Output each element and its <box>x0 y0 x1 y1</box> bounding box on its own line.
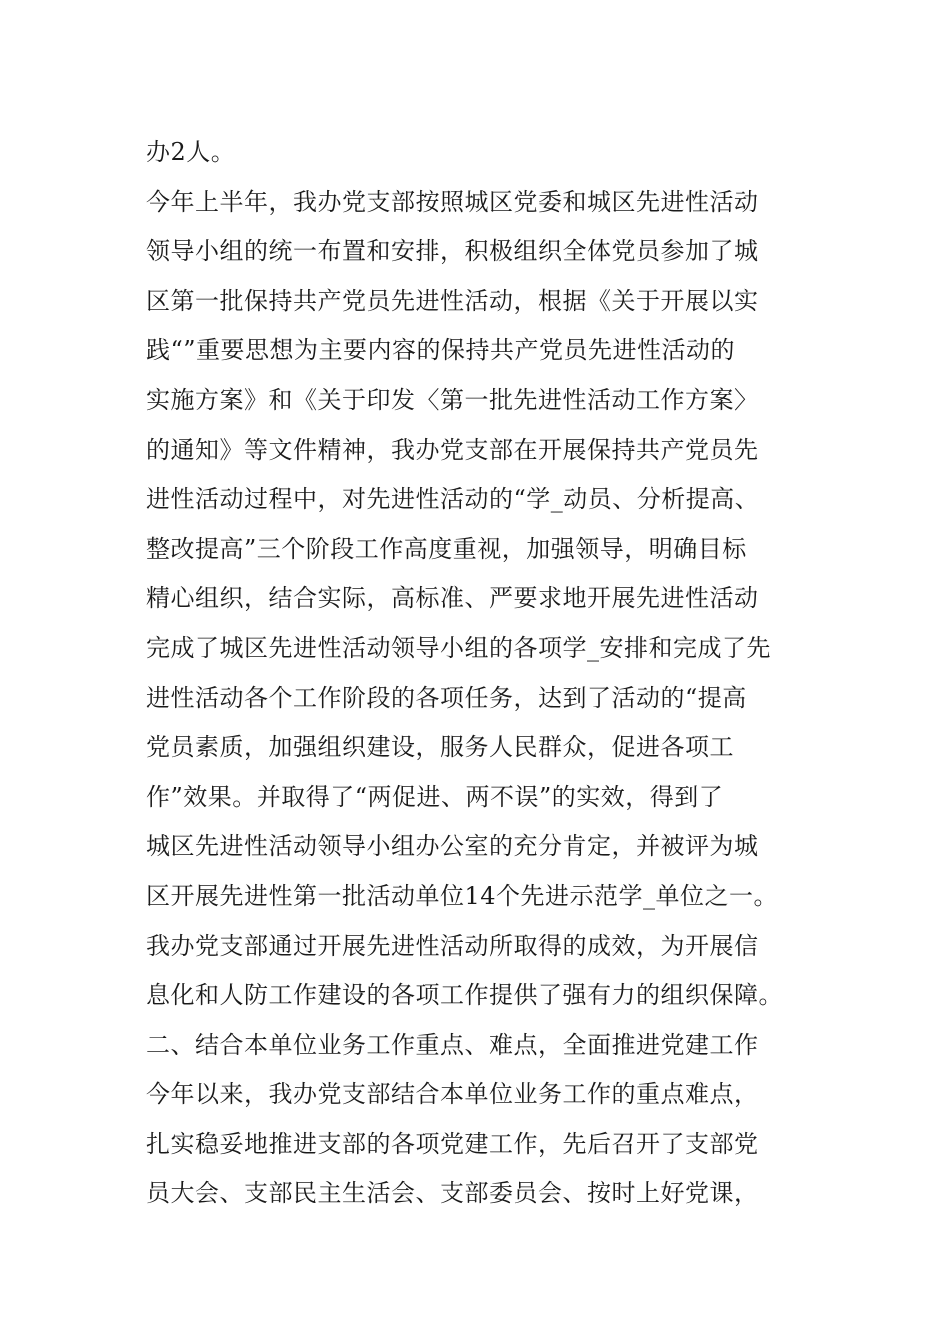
text-line: 领导小组的统一布置和安排，积极组织全体党员参加了城 <box>146 237 759 266</box>
text-line: 实施方案》和《关于印发〈第一批先进性活动工作方案〉 <box>146 385 759 414</box>
body-text <box>146 128 816 1219</box>
text-line: 办2人。 <box>146 138 236 166</box>
text-line: 扎实稳妥地推进支部的各项党建工作，先后召开了支部党 <box>146 1129 759 1158</box>
section-heading: 二、结合本单位业务工作重点、难点，全面推进党建工作 <box>146 1030 759 1059</box>
text-line: 今年以来，我办党支部结合本单位业务工作的重点难点， <box>146 1080 759 1109</box>
text-line: 进性活动过程中，对先进性活动的“学_动员、分析提高、 <box>146 485 760 514</box>
text-line: 精心组织，结合实际，高标准、严要求地开展先进性活动 <box>146 584 759 613</box>
text-line: 作”效果。并取得了“两促进、两不误”的实效，得到了 <box>146 782 724 811</box>
text-line: 区第一批保持共产党员先进性活动，根据《关于开展以实 <box>146 286 759 315</box>
text-line: 区开展先进性第一批活动单位14个先进示范学_单位之一。 <box>146 881 779 910</box>
text-line: 完成了城区先进性活动领导小组的各项学_安排和完成了先 <box>146 633 771 662</box>
text-line: 城区先进性活动领导小组办公室的充分肯定，并被评为城 <box>146 832 759 861</box>
text-line: 党员素质，加强组织建设，服务人民群众，促进各项工 <box>146 733 734 762</box>
text-line: 进性活动各个工作阶段的各项任务，达到了活动的“提高 <box>146 683 747 712</box>
text-line: 息化和人防工作建设的各项工作提供了强有力的组织保障。 <box>146 981 783 1010</box>
text-line: 整改提高”三个阶段工作高度重视，加强领导，明确目标 <box>146 534 747 563</box>
text-line: 的通知》等文件精神，我办党支部在开展保持共产党员先 <box>146 435 759 464</box>
text-line: 践“”重要思想为主要内容的保持共产党员先进性活动的 <box>146 336 736 365</box>
text-line: 我办党支部通过开展先进性活动所取得的成效，为开展信 <box>146 931 759 960</box>
text-line: 今年上半年，我办党支部按照城区党委和城区先进性活动 <box>146 187 759 216</box>
text-line: 员大会、支部民主生活会、支部委员会、按时上好党课， <box>146 1179 759 1208</box>
